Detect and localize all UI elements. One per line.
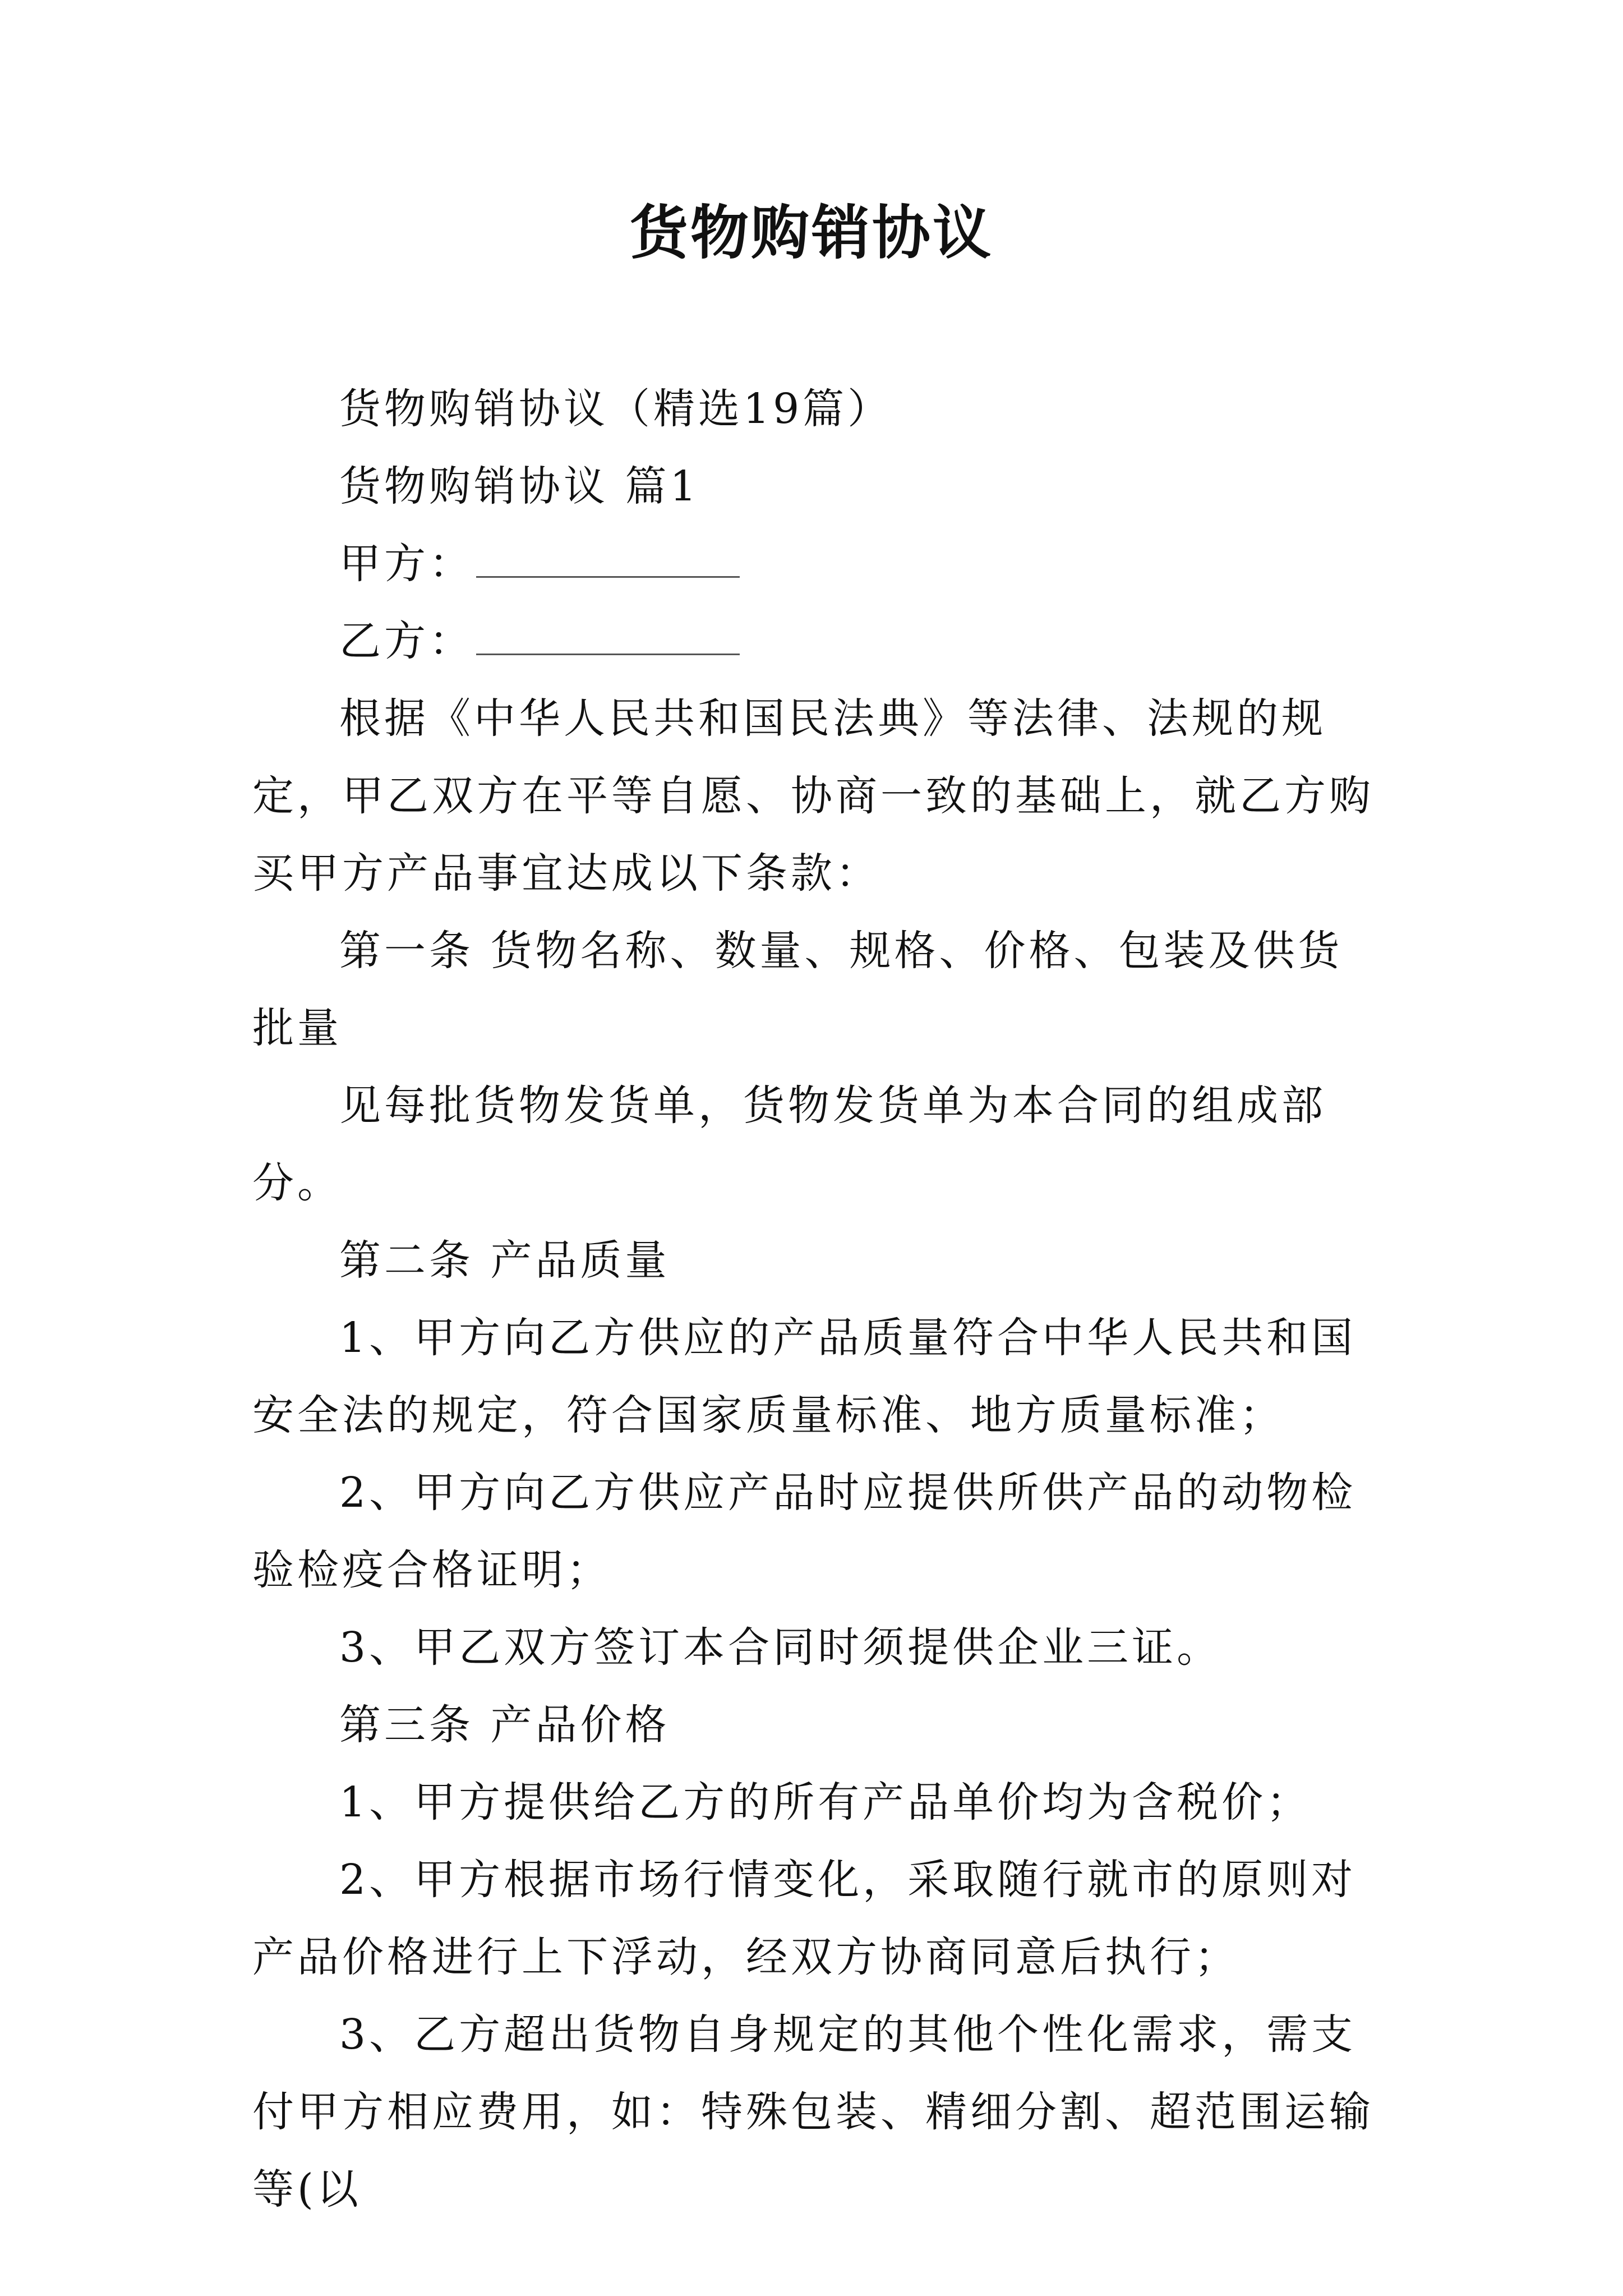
paragraph: 3、乙方超出货物自身规定的其他个性化需求，需支付甲方相应费用，如：特殊包装、精细分割、超范围运输等(以 [252,2010,1374,2214]
paragraph: 第一条 货物名称、数量、规格、价格、包装及供货批量 [252,927,1343,1052]
party-a-blank [476,542,740,578]
document-title: 货物购销协议 [629,199,993,267]
party-b-label: 乙方： [339,617,474,665]
paragraph: 2、甲方向乙方供应产品时应提供所供产品的动物检验检疫合格证明； [252,1469,1357,1594]
paragraph: 第二条 产品质量 [339,1236,670,1285]
document-body [252,370,1374,2228]
paragraph: 1、甲方向乙方供应的产品质量符合中华人民共和国安全法的规定，符合国家质量标准、地方质量标准； [252,1314,1357,1439]
party-b-line [252,602,1374,680]
paragraph: 1、甲方提供给乙方的所有产品单价均为含税价； [339,1778,1312,1826]
paragraph: 2、甲方根据市场行情变化，采取随行就市的原则对产品价格进行上下浮动，经双方协商同意后执行； [252,1856,1357,1981]
party-a-line [252,525,1374,602]
paragraph: 见每批货物发货单，货物发货单为本合同的组成部分。 [252,1082,1326,1207]
paragraph: 3、甲乙双方签订本合同时须提供企业三证。 [339,1623,1222,1672]
party-a-label: 甲方： [339,540,474,588]
document-subtitle: 货物购销协议（精选19篇） [339,385,893,433]
party-b-blank [476,620,740,655]
paragraph: 根据《中华人民共和国民法典》等法律、法规的规定，甲乙双方在平等自愿、协商一致的基础上，就乙方购买甲方产品事宜达成以下条款： [252,694,1374,898]
section-heading: 货物购销协议 篇1 [339,462,700,510]
paragraph: 第三条 产品价格 [339,1701,670,1749]
